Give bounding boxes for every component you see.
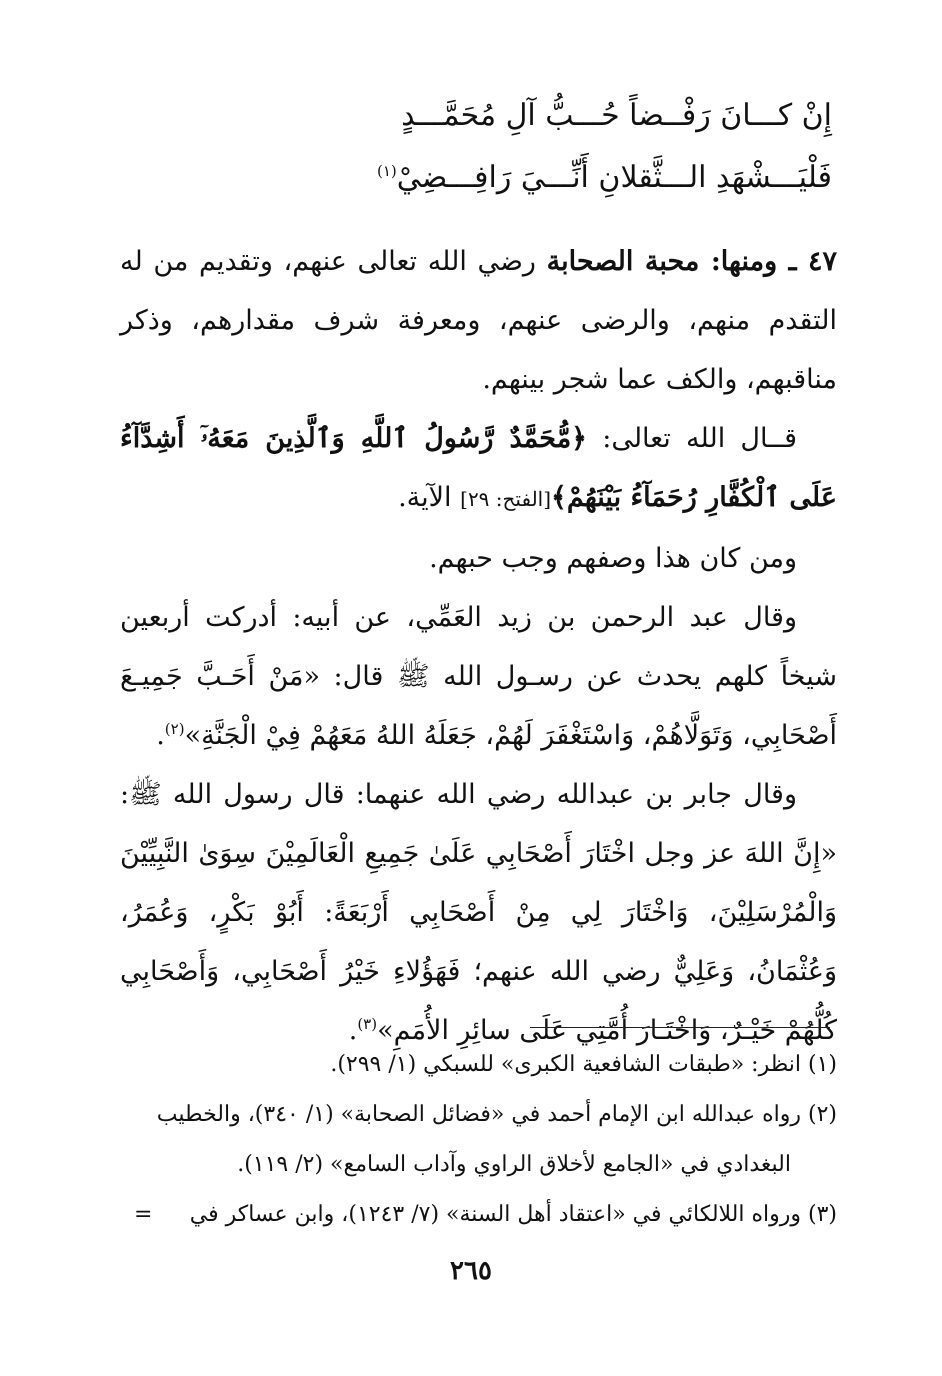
footnote-ref-1: (١)	[376, 162, 397, 180]
hadith-1-end: .	[156, 720, 165, 751]
footnote-3-text: (٣) ورواه اللالكائي في «اعتقاد أهل السنة» (٧/ ١٢٤٣)، وابن عساكر في	[189, 1202, 837, 1227]
paragraph-love: ومن كان هذا وصفهم وجب حبهم.	[429, 543, 797, 574]
quran-paragraph	[120, 409, 837, 529]
paragraph-47	[120, 232, 837, 409]
poem-line-2	[377, 160, 832, 195]
footnote-ref-3: (٣)	[357, 1015, 378, 1033]
poem-line-2-text: فَلْيَـــشْهَدِ الـــثَّقلانِ أَنِّـــيَ رَافِـــضِيْ	[396, 160, 832, 195]
quran-end: الآية.	[398, 482, 461, 513]
footnotes	[120, 1040, 837, 1240]
section-heading: ٤٧ ـ ومنها: محبة الصحابة	[546, 246, 837, 277]
hadith-paragraph-1	[120, 588, 837, 765]
footnote-ref-2: (٢)	[164, 720, 185, 738]
footnote-3	[120, 1190, 837, 1240]
hadith-2-text: وقال جابر بن عبدالله رضي الله عنهما: قال رسول الله ﷺ: «إِنَّ اللهَ عز وجل اخْتَارَ أَصْحَابِي عَلَىٰ جَمِيعِ الْعَالَمِيْنَ سِوَىٰ النَّبِيِّيْنَ وَالْمُرْسَلِيْنَ، وَاخْتَارَ لِي مِنْ أَصْحَابِي أَرْبَعَةً: أَبُوْ بَكْرٍ، وَعُمَرُ، وَعُثْمَانُ، وَعَلِيٌّ رضي الله عنهم؛ فَهَؤُلاءِ خَيْرُ أَصْحَابِي، وَأَصْحَابِي كُلُّهُمْ خَيْـرٌ، وَاخْتَـارَ أُمَّتِي عَلَى سائِرِ الأُمَمِ»	[120, 779, 837, 1046]
quran-reference: [الفتح: ٢٩]	[460, 487, 552, 511]
footnote-1: (١) انظر: «طبقات الشافعية الكبرى» للسبكي (١/ ٢٩٩).	[330, 1052, 837, 1077]
hadith-1-text: وقال عبد الرحمن بن زيد العَمِّي، عن أبيه: أدركت أربعين شيخاً كلهم يحدث عن رسـول الله ﷺ قال: «مَنْ أَحَـبَّ جَمِيـعَ أَصْحَابِي، وَتَوَلَّاهُمْ، وَاسْتَغْفَرَ لَهُمْ، جَعَلَهُ اللهُ مَعَهُمْ فِيْ الْجَنَّةِ»	[120, 602, 837, 751]
footnote-2-continued: البغدادي في «الجامع لأخلاق الراوي وآداب السامع» (٢/ ١١٩).	[237, 1152, 791, 1177]
footnote-divider	[530, 1027, 830, 1028]
paragraph-47-text: رضي الله تعالى عنهم، وتقديم من له التقدم منهم، والرضى عنهم، ومعرفة شرف مقدارهم، وذكر مناقبهم، والكف عما شجر بينهم.	[120, 246, 837, 395]
poem-line-1: إِنْ كـــانَ رَفْــضاً حُـــبُّ آلِ مُحَمَّـــدٍ	[401, 98, 832, 133]
footnote-2: (٢) رواه عبدالله ابن الإمام أحمد في «فضائل الصحابة» (١/ ٣٤٠)، والخطيب	[156, 1102, 837, 1127]
page-number: ٢٦٥	[450, 1256, 492, 1286]
quran-intro: قــال الله تعالى:	[586, 423, 797, 454]
quran-verse: ﴿مُّحَمَّدٌ رَّسُولُ ٱللَّهِ وَٱلَّذِينَ مَعَهُۥٓ أَشِدَّآءُ عَلَى ٱلْكُفَّارِ رُحَمَآءُ بَيْنَهُمْ﴾	[120, 423, 837, 513]
main-text	[120, 232, 837, 1060]
hadith-2-end: .	[348, 1015, 358, 1046]
hadith-paragraph-2	[120, 765, 837, 1060]
continuation-mark: =	[134, 1202, 153, 1227]
